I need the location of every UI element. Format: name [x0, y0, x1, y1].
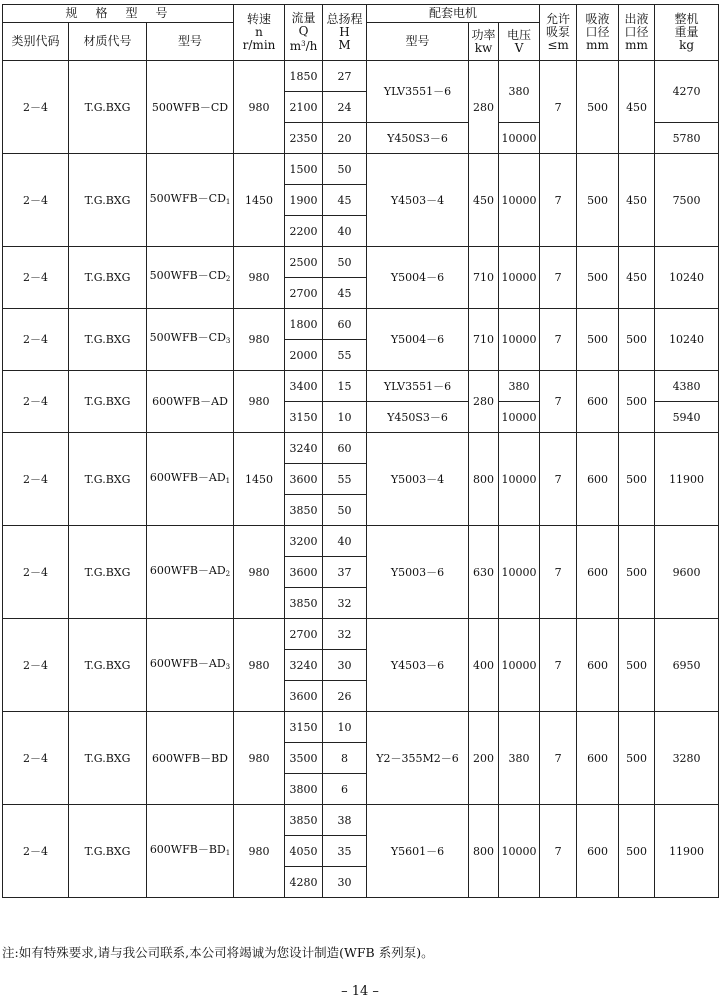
- material-code-cell: T.G.BXG: [69, 526, 147, 619]
- flow-cell: 3150: [285, 712, 323, 743]
- weight-cell: 4380: [655, 371, 719, 402]
- inlet-diameter-cell: 500: [577, 61, 619, 154]
- head-cell: 35: [323, 836, 367, 867]
- weight-cell: 5940: [655, 402, 719, 433]
- category-code-cell: 2－4: [3, 309, 69, 371]
- category-code-cell: 2－4: [3, 805, 69, 898]
- table-row: [3, 309, 719, 340]
- flow-cell: 4280: [285, 867, 323, 898]
- head-cell: 55: [323, 464, 367, 495]
- weight-cell: 7500: [655, 154, 719, 247]
- flow-cell: 3240: [285, 433, 323, 464]
- suction-allow-cell: 7: [540, 526, 577, 619]
- voltage-cell: 10000: [499, 526, 540, 619]
- head-cell: 32: [323, 619, 367, 650]
- speed-cell: 980: [234, 371, 285, 433]
- table-row: [3, 712, 719, 743]
- motor-model-cell: Y4503－4: [367, 154, 469, 247]
- category-code-cell: 2－4: [3, 154, 69, 247]
- motor-model-cell: Y5601－6: [367, 805, 469, 898]
- model-cell: $500WFB-CD_1$: [147, 154, 234, 247]
- power-cell: 800: [469, 805, 499, 898]
- flow-cell: 2350: [285, 123, 323, 154]
- speed-cell: 1450: [234, 154, 285, 247]
- flow-cell: 3600: [285, 557, 323, 588]
- suction-allow-cell: 7: [540, 309, 577, 371]
- head-cell: 37: [323, 557, 367, 588]
- power-cell: 800: [469, 433, 499, 526]
- inlet-header: 吸液 口径 mm: [577, 5, 619, 61]
- speed-cell: 980: [234, 712, 285, 805]
- flow-cell: 3500: [285, 743, 323, 774]
- motor-model-cell: Y450S3－6: [367, 402, 469, 433]
- category-code-cell: 2－4: [3, 712, 69, 805]
- outlet-diameter-cell: 450: [619, 61, 655, 154]
- suction-allow-cell: 7: [540, 154, 577, 247]
- flow-cell: 1850: [285, 61, 323, 92]
- head-cell: 55: [323, 340, 367, 371]
- table-row: [3, 371, 719, 402]
- model-header: 型号: [147, 23, 234, 61]
- suction-allow-cell: 7: [540, 433, 577, 526]
- voltage-cell: 10000: [499, 154, 540, 247]
- material-code-cell: T.G.BXG: [69, 154, 147, 247]
- weight-cell: 3280: [655, 712, 719, 805]
- weight-cell: 5780: [655, 123, 719, 154]
- motor-model-cell: YLV3551－6: [367, 61, 469, 123]
- motor-model-cell: Y4503－6: [367, 619, 469, 712]
- inlet-diameter-cell: 500: [577, 309, 619, 371]
- flow-cell: 3600: [285, 681, 323, 712]
- category-code-cell: 2－4: [3, 61, 69, 154]
- category-code-cell: 2－4: [3, 433, 69, 526]
- motor-model-cell: YLV3551－6: [367, 371, 469, 402]
- suction-allow-cell: 7: [540, 371, 577, 433]
- flow-cell: 3200: [285, 526, 323, 557]
- model-cell: $600WFB-BD_1$: [147, 805, 234, 898]
- flow-cell: 1500: [285, 154, 323, 185]
- flow-cell: 3240: [285, 650, 323, 681]
- head-cell: 27: [323, 61, 367, 92]
- speed-cell: 980: [234, 619, 285, 712]
- weight-cell: 4270: [655, 61, 719, 123]
- head-cell: 6: [323, 774, 367, 805]
- outlet-diameter-cell: 500: [619, 712, 655, 805]
- voltage-cell: 380: [499, 371, 540, 402]
- head-cell: 32: [323, 588, 367, 619]
- model-cell: 600WFB－BD: [147, 712, 234, 805]
- speed-cell: 1450: [234, 433, 285, 526]
- inlet-diameter-cell: 600: [577, 712, 619, 805]
- flow-cell: 1800: [285, 309, 323, 340]
- weight-cell: 11900: [655, 805, 719, 898]
- head-cell: 30: [323, 650, 367, 681]
- head-cell: 30: [323, 867, 367, 898]
- inlet-diameter-cell: 600: [577, 433, 619, 526]
- motor-model-cell: Y450S3－6: [367, 123, 469, 154]
- flow-cell: 3850: [285, 588, 323, 619]
- model-cell: 500WFB－CD: [147, 61, 234, 154]
- material-code-cell: T.G.BXG: [69, 61, 147, 154]
- head-cell: 40: [323, 216, 367, 247]
- flow-cell: 2700: [285, 278, 323, 309]
- material-code-cell: T.G.BXG: [69, 712, 147, 805]
- voltage-cell: 380: [499, 61, 540, 123]
- suction-allow-cell: 7: [540, 805, 577, 898]
- head-cell: 38: [323, 805, 367, 836]
- weight-cell: 10240: [655, 247, 719, 309]
- spec-header: 规 格 型 号: [3, 5, 234, 23]
- inlet-diameter-cell: 500: [577, 154, 619, 247]
- speed-cell: 980: [234, 526, 285, 619]
- voltage-cell: 10000: [499, 805, 540, 898]
- inlet-diameter-cell: 500: [577, 247, 619, 309]
- table-row: [3, 433, 719, 464]
- weight-cell: 9600: [655, 526, 719, 619]
- flow-header: 流量 Q $m^3/h$: [285, 5, 323, 61]
- head-cell: 15: [323, 371, 367, 402]
- speed-cell: 980: [234, 247, 285, 309]
- model-cell: $500WFB-CD_2$: [147, 247, 234, 309]
- weight-cell: 11900: [655, 433, 719, 526]
- motor-model-cell: Y5004－6: [367, 309, 469, 371]
- material-code-cell: T.G.BXG: [69, 805, 147, 898]
- model-cell: $500WFB-CD_3$: [147, 309, 234, 371]
- voltage-cell: 10000: [499, 433, 540, 526]
- power-cell: 710: [469, 247, 499, 309]
- flow-cell: 1900: [285, 185, 323, 216]
- head-cell: 40: [323, 526, 367, 557]
- suction-allow-cell: 7: [540, 247, 577, 309]
- flow-cell: 2700: [285, 619, 323, 650]
- motor-header: 配套电机: [367, 5, 540, 23]
- head-cell: 26: [323, 681, 367, 712]
- head-cell: 24: [323, 92, 367, 123]
- flow-cell: 3600: [285, 464, 323, 495]
- head-cell: 8: [323, 743, 367, 774]
- footnote: 注:如有特殊要求,请与我公司联系,本公司将竭诚为您设计制造(WFB 系列泵)。: [2, 945, 434, 960]
- suction-allow-cell: 7: [540, 61, 577, 154]
- motor-model-cell: Y5004－6: [367, 247, 469, 309]
- suction-allow-header: 允许 吸泵 ≤m: [540, 5, 577, 61]
- head-cell: 45: [323, 278, 367, 309]
- speed-header: 转速 n r/min: [234, 5, 285, 61]
- pump-spec-table: [2, 4, 719, 898]
- page-number: – 14 –: [341, 984, 379, 999]
- model-cell: 600WFB－AD: [147, 371, 234, 433]
- inlet-diameter-cell: 600: [577, 805, 619, 898]
- material-code-cell: T.G.BXG: [69, 433, 147, 526]
- weight-header: 整机 重量 kg: [655, 5, 719, 61]
- voltage-cell: 10000: [499, 619, 540, 712]
- material-code-cell: T.G.BXG: [69, 619, 147, 712]
- category-code-cell: 2－4: [3, 619, 69, 712]
- flow-cell: 2500: [285, 247, 323, 278]
- head-cell: 45: [323, 185, 367, 216]
- outlet-diameter-cell: 500: [619, 309, 655, 371]
- power-cell: 400: [469, 619, 499, 712]
- model-cell: $600WFB-AD_1$: [147, 433, 234, 526]
- table-row: [3, 805, 719, 836]
- material-code-cell: T.G.BXG: [69, 309, 147, 371]
- category-code-header: 类别代码: [3, 23, 69, 61]
- category-code-cell: 2－4: [3, 526, 69, 619]
- voltage-cell: 10000: [499, 123, 540, 154]
- power-cell: 630: [469, 526, 499, 619]
- flow-cell: 2100: [285, 92, 323, 123]
- flow-cell: 3850: [285, 495, 323, 526]
- category-code-cell: 2－4: [3, 371, 69, 433]
- material-code-cell: T.G.BXG: [69, 371, 147, 433]
- power-cell: 200: [469, 712, 499, 805]
- power-cell: 710: [469, 309, 499, 371]
- head-header: 总扬程 H M: [323, 5, 367, 61]
- outlet-diameter-cell: 500: [619, 433, 655, 526]
- motor-model-cell: Y5003－4: [367, 433, 469, 526]
- suction-allow-cell: 7: [540, 619, 577, 712]
- flow-cell: 3800: [285, 774, 323, 805]
- power-cell: 280: [469, 61, 499, 154]
- speed-cell: 980: [234, 61, 285, 154]
- power-cell: 280: [469, 371, 499, 433]
- head-cell: 20: [323, 123, 367, 154]
- table-row: [3, 526, 719, 557]
- outlet-diameter-cell: 450: [619, 247, 655, 309]
- head-cell: 60: [323, 433, 367, 464]
- model-cell: $600WFB-AD_3$: [147, 619, 234, 712]
- table-row: [3, 247, 719, 278]
- outlet-diameter-cell: 450: [619, 154, 655, 247]
- motor-model-cell: Y2－355M2－6: [367, 712, 469, 805]
- motor-model-cell: Y5003－6: [367, 526, 469, 619]
- inlet-diameter-cell: 600: [577, 526, 619, 619]
- inlet-diameter-cell: 600: [577, 371, 619, 433]
- model-cell: $600WFB-AD_2$: [147, 526, 234, 619]
- voltage-cell: 10000: [499, 309, 540, 371]
- voltage-cell: 10000: [499, 247, 540, 309]
- flow-cell: 2000: [285, 340, 323, 371]
- flow-cell: 4050: [285, 836, 323, 867]
- material-code-header: 材质代号: [69, 23, 147, 61]
- head-cell: 10: [323, 712, 367, 743]
- table-row: [3, 619, 719, 650]
- flow-cell: 3850: [285, 805, 323, 836]
- category-code-cell: 2－4: [3, 247, 69, 309]
- outlet-header: 出液 口径 mm: [619, 5, 655, 61]
- outlet-diameter-cell: 500: [619, 805, 655, 898]
- inlet-diameter-cell: 600: [577, 619, 619, 712]
- flow-cell: 3150: [285, 402, 323, 433]
- suction-allow-cell: 7: [540, 712, 577, 805]
- head-cell: 50: [323, 247, 367, 278]
- speed-cell: 980: [234, 805, 285, 898]
- speed-cell: 980: [234, 309, 285, 371]
- weight-cell: 10240: [655, 309, 719, 371]
- head-cell: 10: [323, 402, 367, 433]
- weight-cell: 6950: [655, 619, 719, 712]
- outlet-diameter-cell: 500: [619, 371, 655, 433]
- head-cell: 60: [323, 309, 367, 340]
- head-cell: 50: [323, 495, 367, 526]
- voltage-header: 电压 V: [499, 23, 540, 61]
- outlet-diameter-cell: 500: [619, 619, 655, 712]
- power-header: 功率 kw: [469, 23, 499, 61]
- power-cell: 450: [469, 154, 499, 247]
- flow-cell: 2200: [285, 216, 323, 247]
- motor-model-header: 型号: [367, 23, 469, 61]
- head-cell: 50: [323, 154, 367, 185]
- outlet-diameter-cell: 500: [619, 526, 655, 619]
- material-code-cell: T.G.BXG: [69, 247, 147, 309]
- table-row: [3, 61, 719, 92]
- flow-cell: 3400: [285, 371, 323, 402]
- voltage-cell: 380: [499, 712, 540, 805]
- table-row: [3, 154, 719, 185]
- voltage-cell: 10000: [499, 402, 540, 433]
